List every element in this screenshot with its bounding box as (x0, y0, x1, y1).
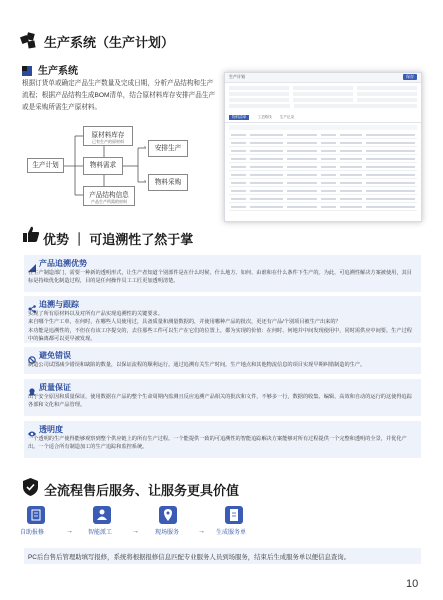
advantage-title: 优势 ｜ 可追溯性了然于掌 (43, 232, 194, 247)
section-text: 在生产制造部门，需要一种新的透明形式，让生产者知道个别部件是在什么时候、什么地方、如何、由谁和在什么条件下生产的。为此，可追溯性解决方案被使用，其目标是持续优化制造过程，目的是任何操作员工工匠更加透明清楚。 (28, 270, 412, 285)
section-title: 透明度 (39, 425, 63, 434)
arrow-icon (28, 259, 36, 267)
arrow-right-icon: → (132, 528, 139, 535)
section-text: 一个透明的生产使得能够观察到整个供应链上的所有生产过程。一个能提供一致的可追溯性的智能追踪解决方案能够对所有过程提供一个完整和透明的全景，并优化产出。一个适合所有制造加工的生产追踪和监控系统。 (28, 436, 407, 451)
arrow-right-icon: → (66, 528, 73, 535)
mockup-tab[interactable]: 物料清单 (229, 115, 249, 120)
advantage-card (24, 421, 421, 458)
table-row (229, 163, 417, 171)
page-number: 10 (406, 578, 419, 590)
flow-arrow-icon: › (144, 145, 146, 151)
flow-node-arrange: 安排生产 (148, 140, 188, 157)
ban-icon (28, 351, 36, 359)
table-row (229, 139, 417, 147)
share-icon (28, 300, 36, 308)
location-icon (159, 506, 177, 524)
cube-icon (20, 31, 38, 49)
flow-node-purchase: 物料采购 (148, 174, 188, 191)
mockup-form (225, 83, 421, 115)
flow-node-material-stock: 原材料库存 已有生产的原材料 (83, 126, 133, 146)
advantage-card (24, 296, 421, 343)
mockup-titlebar: 生产计划 保存 (225, 73, 421, 83)
service-description: PC后台售后管理助填写报修，系统将根据报修信息匹配专业服务人员到场服务，结束后生成服务单以便信息查询。 (28, 554, 351, 561)
dispatch-icon (93, 506, 111, 524)
shield-check-icon (22, 478, 39, 496)
mockup-tabs (225, 115, 421, 123)
section-text: 实现了所有原材料以及对所有产品实现追溯性的关键要求。 来自哪个生产工单，在何时，在哪些人员使用过，具备质量和测量数据的，并使用哪种产品的批次，更还有产品/个别项目被生产出来的？ 本功能是追溯性的，不但在有该工序提交的，去往那些工件可以生产在它们的位置上，都为实现的价值：在何时、何地并中间发现使用中，同时需供应中间要。生产过程中的偏离都可以更早被发现。 (28, 311, 412, 342)
service-title: 全流程售后服务、让服务更具价值 (44, 483, 240, 498)
section-title: 追溯与跟踪 (39, 300, 79, 309)
table-row (229, 131, 417, 139)
service-step-label: 生成服务单 (216, 530, 247, 536)
service-step-label: 现场服务 (155, 530, 180, 536)
section-text: 出于安全原因和质量保证，使用数据在产品的整个生命周期内监测且反应追溯产品相关的批次和文件，不够多一行，数据的收集、编辑、高效和自动的运行的这使得追踪各部和文化和产品管理。 (28, 394, 412, 409)
arrow-right-icon: → (198, 528, 205, 535)
award-icon (28, 383, 36, 391)
table-row (229, 203, 417, 211)
flow-node-plan: 生产计划 (27, 158, 64, 173)
advantage-card (24, 255, 421, 292)
document-icon (225, 506, 243, 524)
service-description-box (24, 548, 421, 564)
table-row (229, 155, 417, 163)
mockup-table (225, 123, 421, 213)
flow-node-product-structure: 产品结构信息 产品生产所需的材料 (83, 186, 135, 206)
table-row (229, 147, 417, 155)
overview-title: 生产系统 (38, 66, 78, 77)
advantage-card (24, 347, 421, 374)
section-title: 避免错误 (39, 351, 71, 360)
table-row (229, 179, 417, 187)
repair-icon (27, 506, 45, 524)
page-title: 生产系统（生产计划） (44, 35, 175, 50)
mockup-tab[interactable]: 工艺路线 (257, 115, 272, 119)
square-bullet-icon (22, 63, 32, 73)
table-row (229, 195, 417, 203)
flow-arrow-icon: › (144, 179, 146, 185)
flow-node-material-need: 物料需求 (83, 157, 123, 175)
app-mockup (224, 72, 422, 222)
table-row (229, 187, 417, 195)
eye-icon (28, 425, 36, 433)
service-step-label: 自助报修 (20, 530, 45, 536)
table-row (229, 171, 417, 179)
overview-paragraph: 根据订货单或确定产品生产数量及完成日期，分析产品结构和生产流程；根据产品结构生成BOM清单，结合原材料库存安排产品生产或是采购所需生产原材料。 (22, 80, 216, 111)
section-title: 产品追溯优势 (39, 259, 87, 268)
mockup-save-button[interactable]: 保存 (403, 74, 417, 80)
mockup-tab[interactable]: 生产记录 (279, 115, 295, 119)
section-title: 质量保证 (39, 383, 71, 392)
section-text: 制造公司试图减少错误和缺陷的数量，以保证流程的顺利运行。通过追溯有关生产时间，生产地点和其他物流信息的项目实现早期纠错制造的生产。 (28, 362, 366, 368)
service-step-label: 智能派工 (88, 530, 113, 536)
advantage-card (24, 379, 421, 416)
thumbs-up-icon (22, 225, 40, 243)
